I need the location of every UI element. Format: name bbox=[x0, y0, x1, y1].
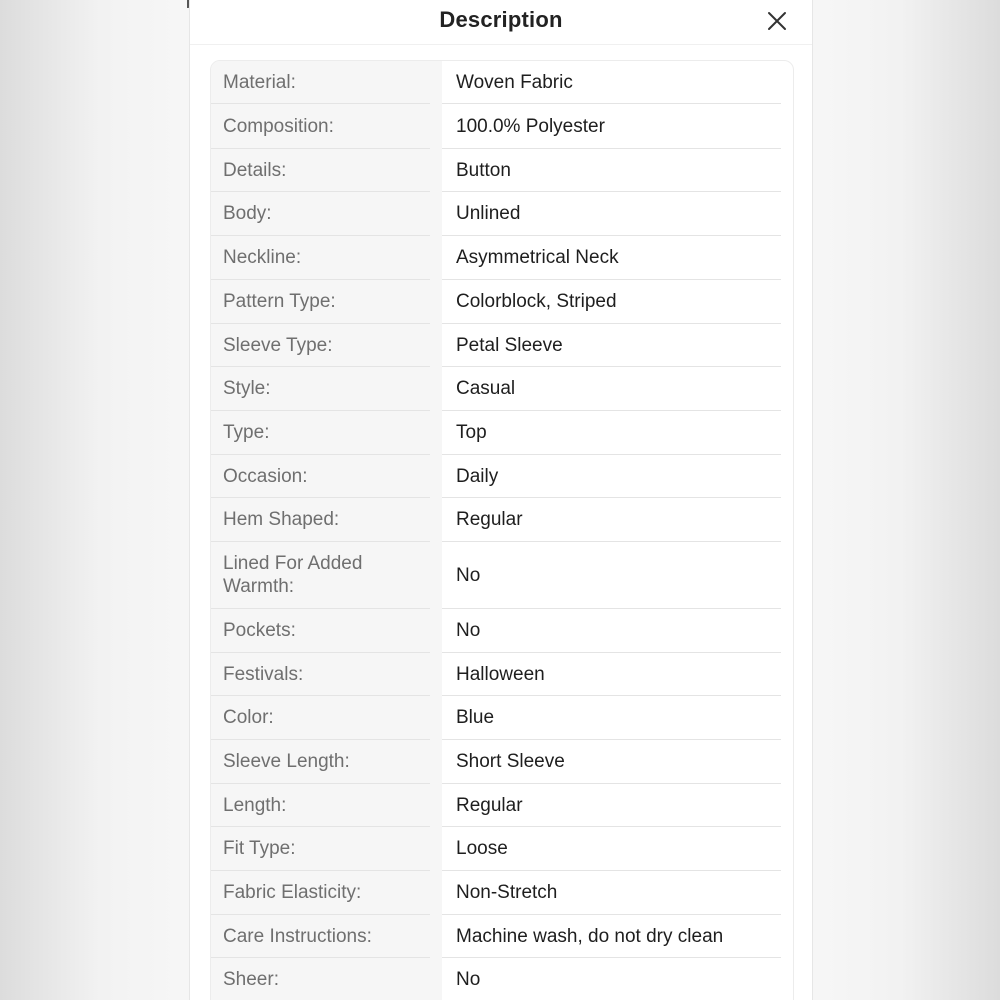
table-row bbox=[211, 411, 793, 455]
attribute-value: Loose bbox=[442, 827, 781, 871]
attribute-label bbox=[211, 61, 430, 104]
sheet-header bbox=[190, 0, 812, 45]
attribute-value: No bbox=[442, 542, 781, 609]
attribute-label-text: Lined For Added Warmth: bbox=[223, 553, 363, 597]
attribute-value: Casual bbox=[442, 367, 781, 411]
attribute-value: Non-Stretch bbox=[442, 871, 781, 915]
attribute-value: 100.0% Polyester bbox=[442, 105, 781, 149]
table-row bbox=[211, 236, 793, 280]
attribute-label-text: Hem Shaped: bbox=[223, 509, 340, 530]
table-row bbox=[211, 915, 793, 958]
table-row bbox=[211, 958, 793, 1000]
attribute-label bbox=[211, 498, 430, 542]
attribute-value: Top bbox=[442, 411, 781, 455]
attribute-label bbox=[211, 324, 430, 367]
attribute-value: Regular bbox=[442, 784, 781, 827]
attribute-label bbox=[211, 105, 430, 149]
attribute-label-text: Composition: bbox=[223, 116, 334, 137]
attribute-value: Petal Sleeve bbox=[442, 324, 781, 367]
attribute-value: No bbox=[442, 609, 781, 653]
attribute-label-text: Details: bbox=[223, 159, 287, 181]
table-row bbox=[211, 784, 793, 827]
attribute-label-text: Care Instructions: bbox=[223, 925, 372, 947]
attribute-label-text: Sheer: bbox=[223, 969, 279, 990]
attribute-value: No bbox=[442, 958, 781, 1000]
attribute-label-text: Neckline: bbox=[223, 247, 302, 268]
attribute-label bbox=[211, 915, 430, 958]
table-row bbox=[211, 827, 793, 871]
attribute-label-text: Fit Type: bbox=[223, 838, 296, 859]
table-row bbox=[211, 324, 793, 367]
page-title: Description bbox=[439, 7, 563, 32]
attribute-value: Unlined bbox=[442, 192, 781, 236]
table-row bbox=[211, 740, 793, 784]
attribute-label bbox=[211, 696, 430, 740]
attribute-label bbox=[211, 784, 430, 827]
attribute-label bbox=[211, 871, 430, 915]
attribute-label-text: Type: bbox=[223, 422, 270, 443]
attribute-value: Machine wash, do not dry clean bbox=[442, 915, 781, 958]
attribute-label-text: Length: bbox=[223, 794, 287, 816]
attribute-label-text: Sleeve Length: bbox=[223, 751, 350, 772]
attribute-label-text: Occasion: bbox=[223, 465, 308, 487]
attribute-label bbox=[211, 609, 430, 653]
attribute-value: Blue bbox=[442, 696, 781, 740]
attribute-label-text: Color: bbox=[223, 707, 274, 728]
attribute-label-text: Pattern Type: bbox=[223, 291, 336, 312]
attribute-label-text: Fabric Elasticity: bbox=[223, 882, 362, 903]
attribute-label bbox=[211, 653, 430, 696]
table-row bbox=[211, 696, 793, 740]
table-row bbox=[211, 61, 793, 104]
attribute-label bbox=[211, 236, 430, 280]
attribute-label-text: Style: bbox=[223, 378, 271, 399]
attribute-value: Colorblock, Striped bbox=[442, 280, 781, 324]
attribute-label-text: Sleeve Type: bbox=[223, 334, 333, 356]
attribute-label bbox=[211, 542, 430, 609]
table-row bbox=[211, 280, 793, 324]
table-row bbox=[211, 542, 793, 609]
attribute-label bbox=[211, 192, 430, 236]
attribute-value: Woven Fabric bbox=[442, 61, 781, 104]
close-icon[interactable] bbox=[765, 9, 789, 33]
table-row bbox=[211, 149, 793, 192]
table-row bbox=[211, 609, 793, 653]
attribute-label bbox=[211, 827, 430, 871]
attribute-value: Button bbox=[442, 149, 781, 192]
attribute-value: Daily bbox=[442, 455, 781, 498]
attribute-value: Asymmetrical Neck bbox=[442, 236, 781, 280]
description-sheet bbox=[189, 0, 813, 1000]
table-row bbox=[211, 455, 793, 498]
attribute-label bbox=[211, 149, 430, 192]
attribute-label bbox=[211, 958, 430, 1000]
attributes-table bbox=[210, 60, 794, 1000]
attribute-label bbox=[211, 280, 430, 324]
table-row bbox=[211, 871, 793, 915]
attribute-label-text: Body: bbox=[223, 203, 272, 224]
table-row bbox=[211, 653, 793, 696]
table-row bbox=[211, 192, 793, 236]
attribute-label-text: Festivals: bbox=[223, 663, 304, 685]
attribute-value: Halloween bbox=[442, 653, 781, 696]
table-row bbox=[211, 498, 793, 542]
attribute-label-text: Material: bbox=[223, 71, 296, 93]
attribute-label bbox=[211, 740, 430, 784]
attribute-label bbox=[211, 411, 430, 455]
attribute-label bbox=[211, 367, 430, 411]
attribute-value: Regular bbox=[442, 498, 781, 542]
attribute-value: Short Sleeve bbox=[442, 740, 781, 784]
attribute-label bbox=[211, 455, 430, 498]
table-row bbox=[211, 367, 793, 411]
table-row bbox=[211, 105, 793, 149]
attribute-label-text: Pockets: bbox=[223, 620, 296, 641]
